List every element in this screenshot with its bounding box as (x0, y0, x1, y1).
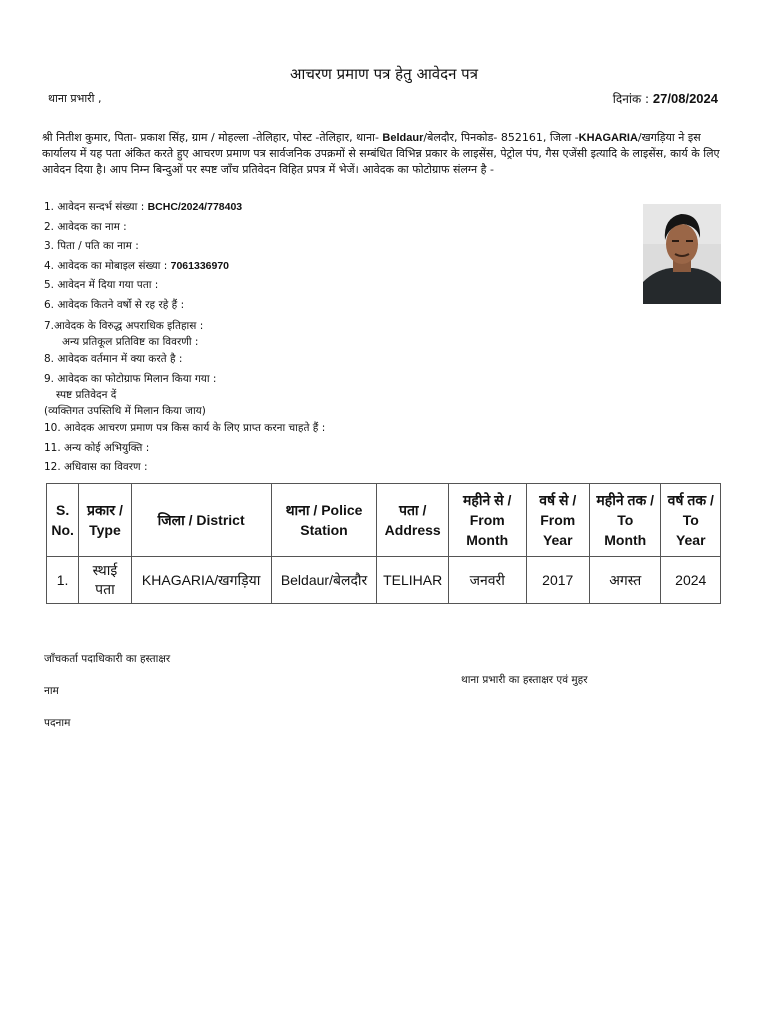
item-address: 5. आवेदन में दिया गया पता : (44, 279, 159, 292)
col-address: पता / Address (377, 484, 449, 557)
col-district: जिला / District (131, 484, 271, 557)
item-other-remarks: 11. अन्य कोई अभियुक्ति : (44, 441, 150, 454)
item-certificate-purpose: 10. आवेदक आचरण प्रमाण पत्र किस कार्य के लिए प्राप्त करना चाहते हैं : (44, 422, 326, 435)
item-residence-years: 6. आवेदक कितने वर्षो से रह रहे हैं : (44, 298, 185, 311)
cell-sno: 1. (47, 557, 79, 604)
item-adverse-entry: अन्य प्रतिकूल प्रतिविष्ट का विवरणी : (62, 335, 199, 348)
col-from-year: वर्ष से / From Year (526, 484, 589, 557)
applicant-photo-image (643, 204, 721, 304)
col-type: प्रकार / Type (79, 484, 131, 557)
cell-to-year: 2024 (661, 557, 721, 604)
item-4-label: 4. आवेदक का मोबाइल संख्या : (44, 259, 171, 272)
item-photo-match: 9. आवेदक का फोटोग्राफ मिलान किया गया : (44, 373, 217, 386)
cell-district: KHAGARIA/खगड़िया (131, 557, 271, 604)
col-to-year: वर्ष तक / To Year (661, 484, 721, 557)
document-title: आचरण प्रमाण पत्र हेतु आवेदन पत्र (290, 65, 478, 83)
item-criminal-history: 7.आवेदक के विरुद्ध अपराधिक इतिहास : (44, 319, 204, 332)
date-label: दिनांक : (612, 92, 650, 106)
cell-address: TELIHAR (377, 557, 449, 604)
para-part-3: /खगड़िया ने इस कार्यालय में यह पता अंकित करते हुए आचरण प्रमाण पत्र सार्वजनिक उपक्रमों से सम्बंधित विभिन्न प्रकार के लाइसेंस, पेट्रोल पंप, गैस एजेंसी इत्यादि के लाइसेंस, कार्य के लिए आवेदन दिया है। आप निम्न बिन्दुओं पर स्पष्ट जाँच प्रतिवेदन विहित प्रपत्र में भेजें। आवेदक का फोटोग्राफ संलग्न है - (42, 131, 720, 176)
col-police-station: थाना / Police Station (271, 484, 377, 557)
para-part-1: श्री नितीश कुमार, पिता- प्रकाश सिंह, ग्राम / मोहल्ला -तेलिहार, पोस्ट -तेलिहार, थाना- (42, 131, 383, 144)
item-photo-note: (व्यक्तिगत उपस्तिथि में मिलान किया जाय) (44, 405, 206, 418)
designation-label: पदनाम (44, 717, 71, 729)
application-items (44, 198, 634, 478)
item-domicile-details: 12. अधिवास का विवरण : (44, 461, 148, 474)
date-value: 27/08/2024 (652, 91, 718, 106)
table-row (47, 557, 721, 604)
col-from-month: महीने से / From Month (448, 484, 526, 557)
investigator-signature-label: जाँचकर्ता पदाधिकारी का हस्ताक्षर (44, 653, 171, 665)
applicant-photo (643, 204, 721, 304)
addressee: थाना प्रभारी , (48, 92, 102, 105)
item-1-value: BCHC/2024/778403 (147, 201, 243, 213)
intro-paragraph (42, 130, 722, 178)
cell-type: स्थाई पता (79, 557, 131, 604)
item-clear-report: स्पष्ट प्रतिवेदन दें (56, 389, 117, 402)
para-district: KHAGARIA (578, 132, 638, 144)
item-4-value: 7061336970 (170, 259, 230, 272)
item-father-name: 3. पिता / पति का नाम : (44, 240, 139, 253)
item-current-occupation: 8. आवेदक वर्तमान में क्या करते है : (44, 352, 183, 365)
cell-from-month: जनवरी (448, 557, 526, 604)
item-1-label: 1. आवेदन सन्दर्भ संख्या : (44, 201, 148, 213)
para-station: Beldaur (382, 132, 424, 144)
name-label: नाम (44, 685, 59, 697)
item-applicant-name: 2. आवेदक का नाम : (44, 220, 127, 233)
col-to-month: महीने तक / To Month (589, 484, 661, 557)
domicile-table (46, 483, 721, 604)
col-sno: S. No. (47, 484, 79, 557)
cell-police-station: Beldaur/बेलदौर (271, 557, 377, 604)
date-line (613, 90, 718, 107)
station-officer-signature-label: थाना प्रभारी का हस्ताक्षर एवं मुहर (461, 674, 588, 686)
cell-from-year: 2017 (526, 557, 589, 604)
item-reference-number (44, 198, 634, 218)
para-part-2: /बेलदौर, पिनकोड- 852161, जिला - (423, 131, 579, 144)
table-header-row (47, 484, 721, 557)
item-mobile-number (44, 257, 634, 277)
cell-to-month: अगस्त (589, 557, 661, 604)
